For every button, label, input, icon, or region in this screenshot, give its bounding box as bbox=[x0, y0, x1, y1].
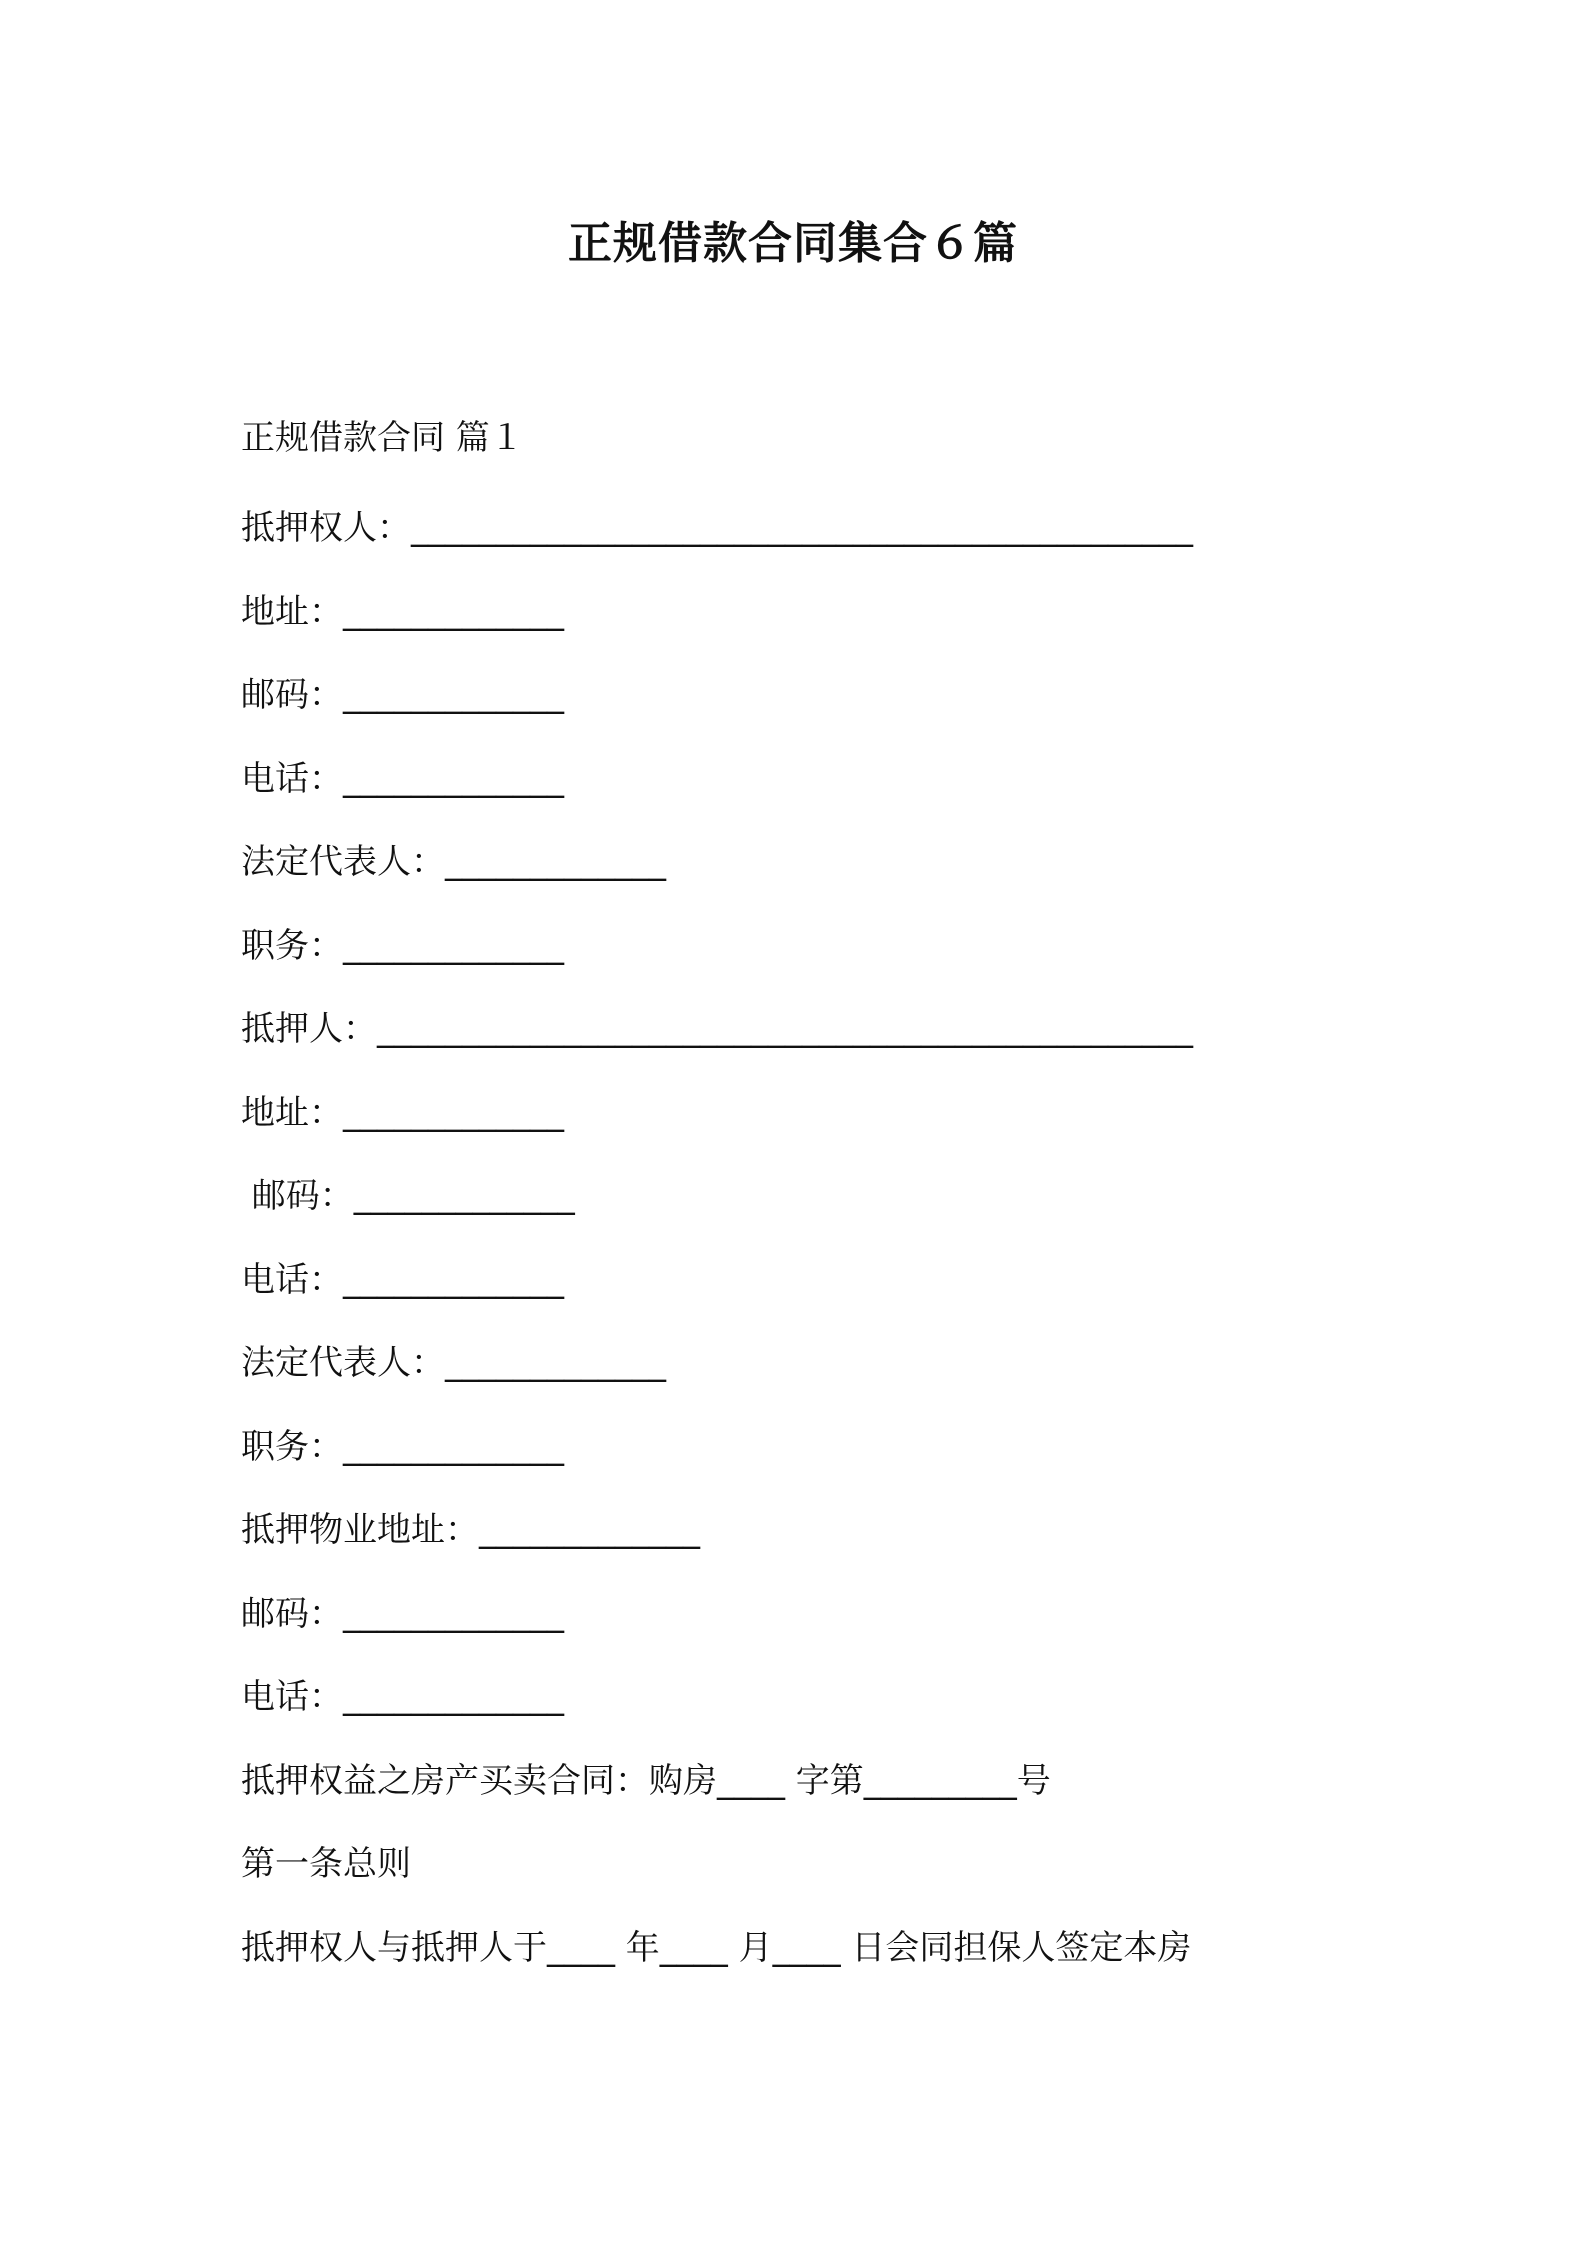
legal-representative-line: 法定代表人：_____________ bbox=[241, 1343, 666, 1383]
postcode-line: 邮码：_____________ bbox=[241, 1593, 564, 1634]
purchase-contract-line: 抵押权益之房产买卖合同：购房____ 字第_________号 bbox=[241, 1760, 1051, 1801]
address-line: 地址：_____________ bbox=[241, 1092, 564, 1133]
postcode-line: 邮码：_____________ bbox=[241, 1176, 575, 1216]
mortgagee-line: 抵押权人：______________________________________________ bbox=[241, 508, 1193, 548]
document-title: 正规借款合同集合６篇 bbox=[568, 218, 1018, 269]
mortgagor-line: 抵押人：________________________________________________ bbox=[241, 1009, 1193, 1049]
property-address-line: 抵押物业地址：_____________ bbox=[241, 1510, 700, 1550]
section-heading: 正规借款合同 篇１ bbox=[241, 418, 524, 458]
position-line: 职务：_____________ bbox=[241, 1426, 564, 1467]
article-heading: 第一条总则 bbox=[241, 1844, 411, 1884]
postcode-line: 邮码：_____________ bbox=[241, 675, 564, 715]
document-body bbox=[241, 409, 1391, 2002]
phone-line: 电话：_____________ bbox=[241, 758, 564, 799]
address-line: 地址：_____________ bbox=[241, 591, 564, 632]
article-text-line: 抵押权人与抵押人于____ 年____ 月____ 日会同担保人签定本房 bbox=[241, 1927, 1192, 1968]
legal-representative-line: 法定代表人：_____________ bbox=[241, 842, 666, 882]
position-line: 职务：_____________ bbox=[241, 925, 564, 966]
phone-line: 电话：_____________ bbox=[241, 1259, 564, 1300]
phone-line: 电话：_____________ bbox=[241, 1677, 564, 1717]
